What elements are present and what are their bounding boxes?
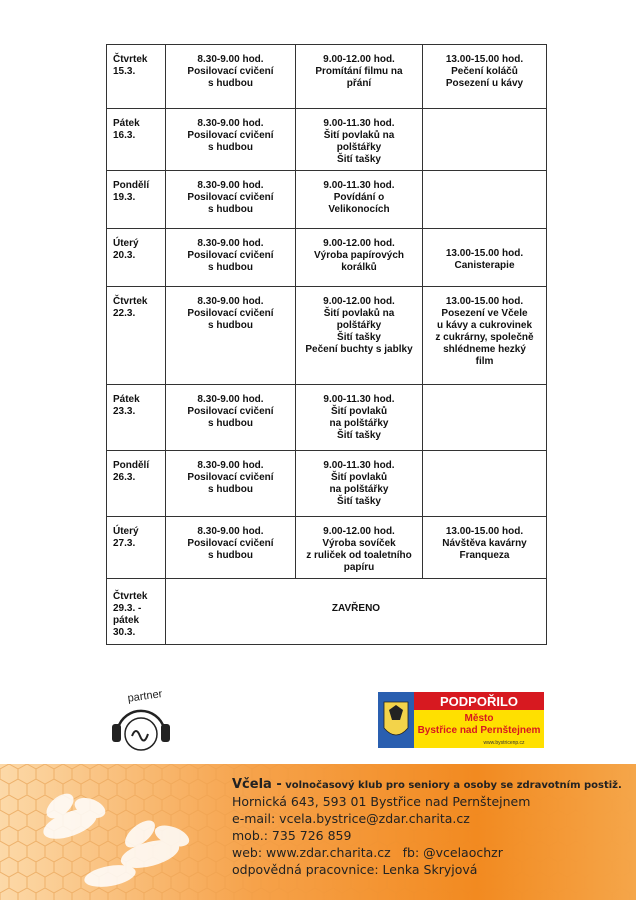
partner-logo (106, 684, 176, 754)
day-cell: Čtvrtek 22.3. (107, 287, 166, 385)
slot-afternoon: 13.00-15.00 hod. Návštěva kavárny Franqueza (423, 517, 547, 579)
sponsor-url: www.bystricenp.cz (483, 740, 525, 746)
schedule-row (107, 451, 547, 517)
day-cell: Pondělí 19.3. (107, 171, 166, 229)
address: Hornická 643, 593 01 Bystřice nad Pernštejnem (232, 794, 531, 809)
slot-midday: 9.00-11.30 hod. Povídání o Velikonocích (296, 171, 423, 229)
sponsor-heading: PODPOŘILO (439, 694, 519, 709)
contact-block (232, 778, 622, 878)
schedule-row (107, 229, 547, 287)
slot-midday: 9.00-11.30 hod. Šití povlaků na polštářky Šití tašky (296, 451, 423, 517)
slot-afternoon (423, 109, 547, 171)
club-name: Včela - (232, 777, 282, 792)
email[interactable]: e-mail: vcela.bystrice@zdar.charita.cz (232, 811, 470, 826)
sponsor-line1: Město (464, 713, 494, 724)
day-cell: Pátek 23.3. (107, 385, 166, 451)
slot-afternoon (423, 385, 547, 451)
day-cell: Pátek 16.3. (107, 109, 166, 171)
club-title (232, 778, 622, 793)
schedule-row (107, 287, 547, 385)
slot-midday: 9.00-12.00 hod. Výroba papírových korálků (296, 229, 423, 287)
slot-morning: 8.30-9.00 hod. Posilovací cvičení s hudbou (166, 451, 296, 517)
slot-midday: 9.00-12.00 hod. Šití povlaků na polštářky Šití tašky Pečení buchty s jablky (296, 287, 423, 385)
slot-morning: 8.30-9.00 hod. Posilovací cvičení s hudbou (166, 287, 296, 385)
schedule-row (107, 517, 547, 579)
slot-afternoon: 13.00-15.00 hod. Canisterapie (423, 229, 547, 287)
club-tagline: volnočasový klub pro seniory a osoby se zdravotním postiž. (285, 780, 622, 791)
day-cell: Úterý 20.3. (107, 229, 166, 287)
schedule-row (107, 171, 547, 229)
mobile: mob.: 735 726 859 (232, 828, 352, 843)
schedule-table (106, 44, 547, 645)
footer-banner (0, 764, 636, 900)
slot-morning: 8.30-9.00 hod. Posilovací cvičení s hudbou (166, 109, 296, 171)
slot-afternoon (423, 451, 547, 517)
slot-morning: 8.30-9.00 hod. Posilovací cvičení s hudbou (166, 517, 296, 579)
sponsor-badge (378, 692, 544, 748)
slot-midday: 9.00-12.00 hod. Promítání filmu na přání (296, 45, 423, 109)
slot-morning: 8.30-9.00 hod. Posilovací cvičení s hudbou (166, 45, 296, 109)
day-cell: Úterý 27.3. (107, 517, 166, 579)
slot-midday: 9.00-12.00 hod. Výroba sovíček z ruliček od toaletního papíru (296, 517, 423, 579)
slot-afternoon (423, 171, 547, 229)
schedule-row (107, 109, 547, 171)
responsible-person: odpovědná pracovnice: Lenka Skryjová (232, 862, 478, 877)
slot-morning: 8.30-9.00 hod. Posilovací cvičení s hudbou (166, 385, 296, 451)
slot-afternoon: 13.00-15.00 hod. Posezení ve Včele u kávy a cukrovinek z cukrárny, společně shlédneme hezký film (423, 287, 547, 385)
schedule-row (107, 385, 547, 451)
slot-morning: 8.30-9.00 hod. Posilovací cvičení s hudbou (166, 171, 296, 229)
web-fb[interactable]: web: www.zdar.charita.cz fb: @vcelaochzr (232, 845, 503, 860)
slot-afternoon: 13.00-15.00 hod. Pečení koláčů Posezení u kávy (423, 45, 547, 109)
slot-midday: 9.00-11.30 hod. Šití povlaků na polštářky Šití tašky (296, 385, 423, 451)
slot-midday: 9.00-11.30 hod. Šití povlaků na polštářky Šití tašky (296, 109, 423, 171)
schedule-row (107, 45, 547, 109)
closed-label: ZAVŘENO (166, 579, 547, 645)
day-cell: Pondělí 26.3. (107, 451, 166, 517)
sponsor-graphic (378, 692, 544, 748)
slot-morning: 8.30-9.00 hod. Posilovací cvičení s hudbou (166, 229, 296, 287)
day-cell: Čtvrtek 29.3. - pátek 30.3. (107, 579, 166, 645)
sponsor-line2: Bystřice nad Pernštejnem (417, 725, 541, 736)
day-cell: Čtvrtek 15.3. (107, 45, 166, 109)
partner-label: partner (126, 688, 164, 705)
schedule-row-closed (107, 579, 547, 645)
